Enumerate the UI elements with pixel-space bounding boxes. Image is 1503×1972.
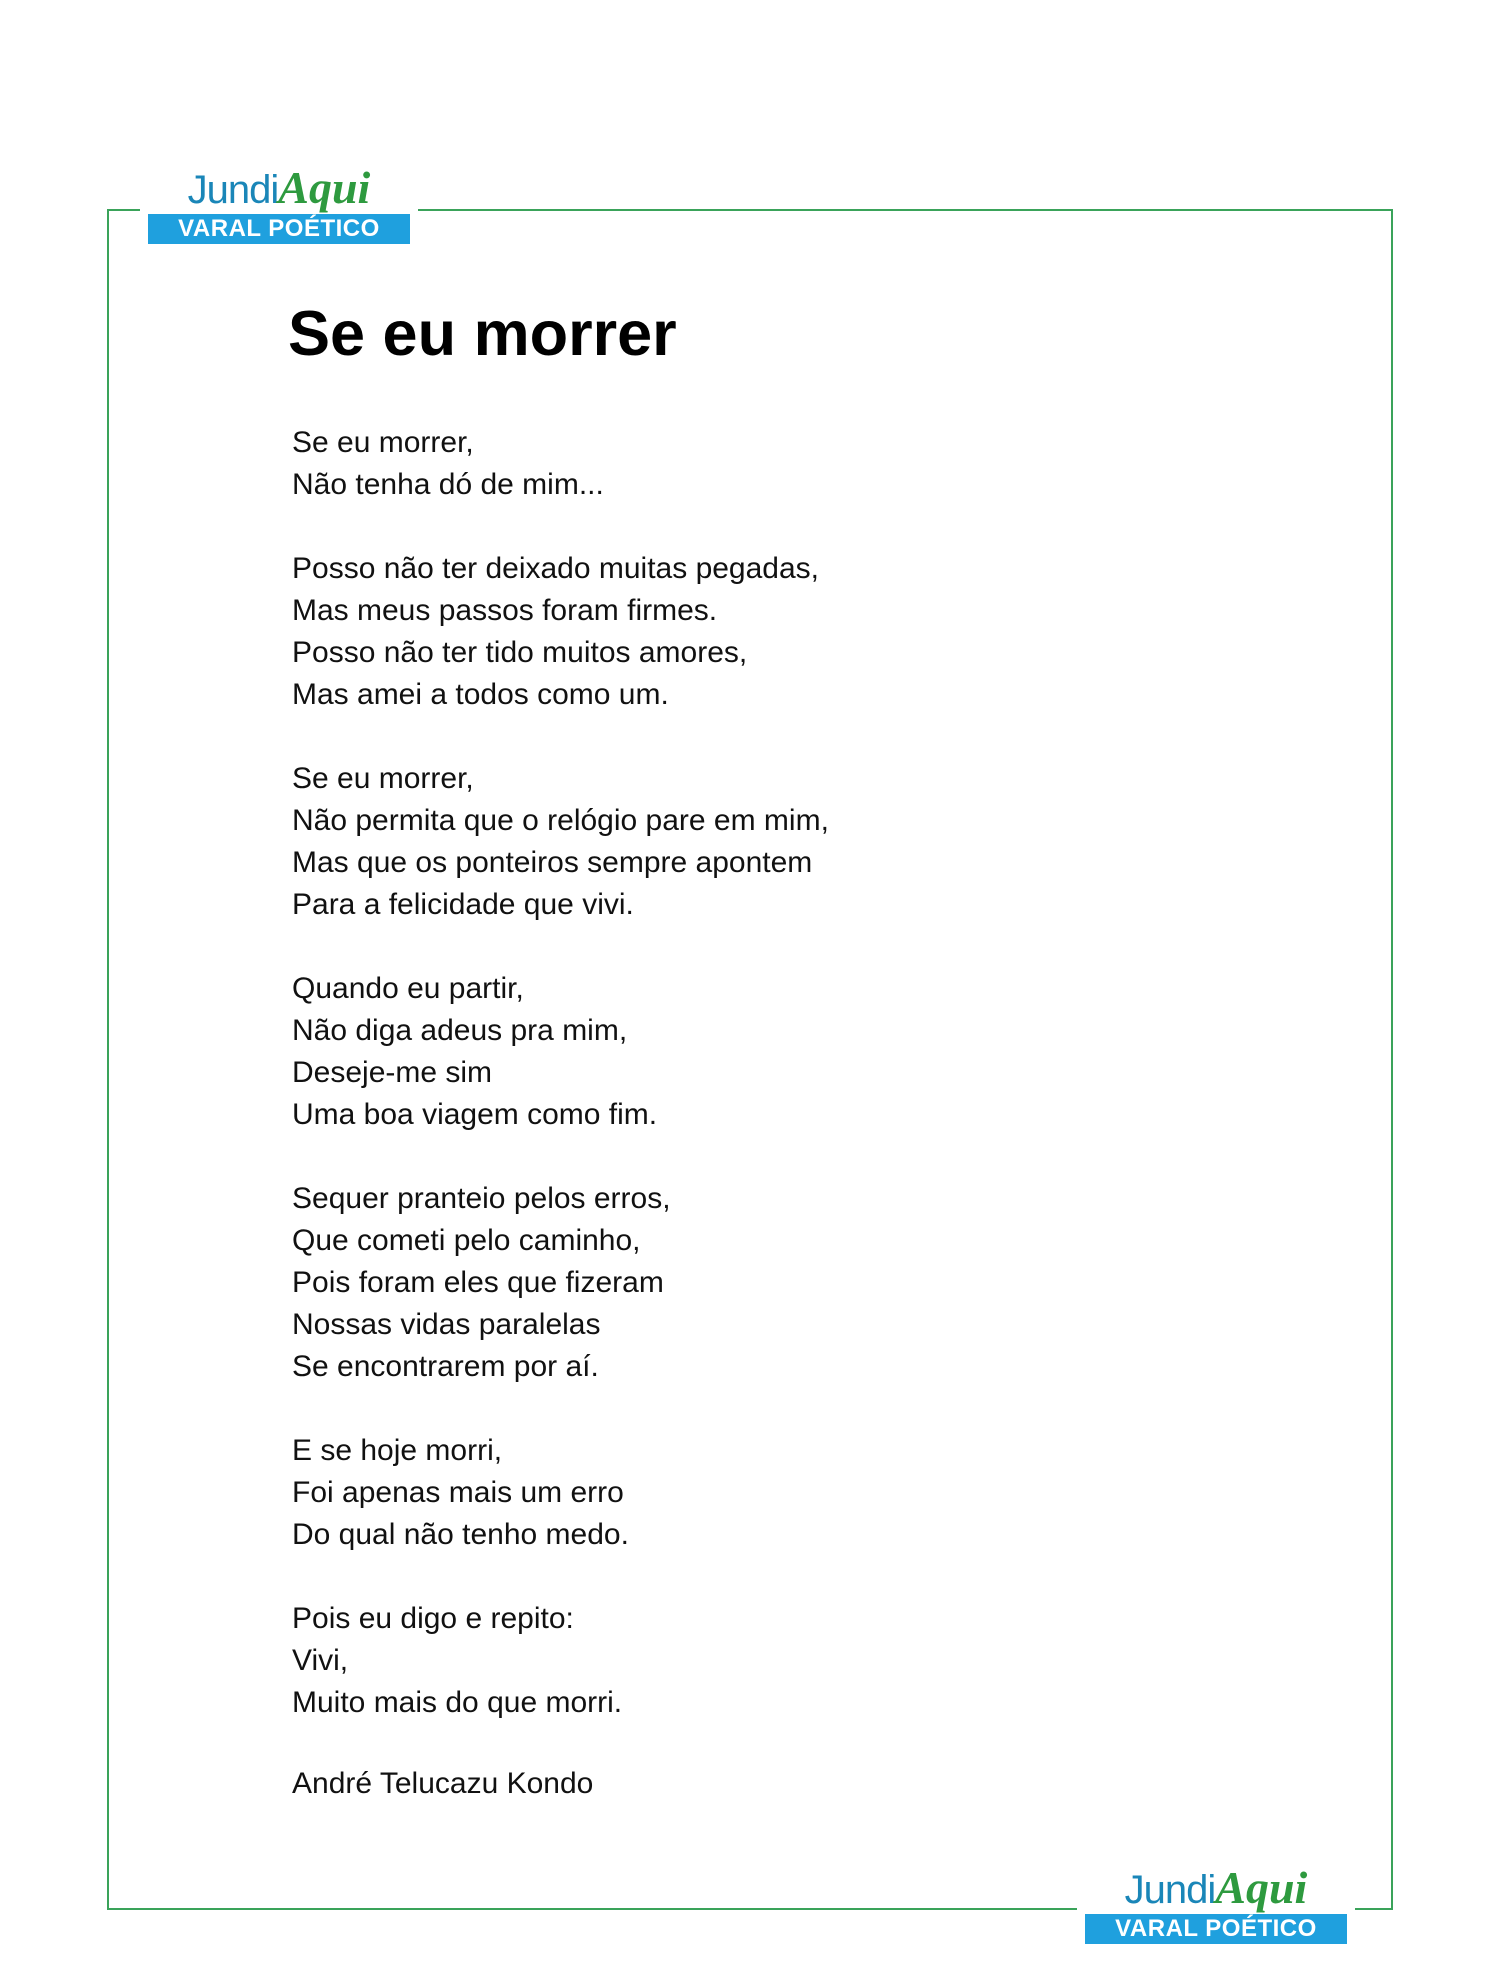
- poem-stanza: [292, 1178, 1192, 1388]
- poem-line: Não tenha dó de mim...: [292, 468, 604, 501]
- brand-logo-top: [140, 162, 418, 244]
- poem-line: Se eu morrer,: [292, 426, 474, 459]
- poem-line: Mas que os ponteiros sempre apontem: [292, 846, 813, 879]
- poem-stanza: [292, 1598, 1192, 1724]
- brand-name-part1: Jundi: [1124, 1868, 1216, 1912]
- poem-line: Se encontrarem por aí.: [292, 1350, 599, 1383]
- poem-line: Uma boa viagem como fim.: [292, 1098, 658, 1131]
- brand-logo-bottom: [1077, 1862, 1355, 1944]
- poem-line: Pois eu digo e repito:: [292, 1602, 574, 1635]
- poem-line: Mas amei a todos como um.: [292, 678, 669, 711]
- poem-line: Para a felicidade que vivi.: [292, 888, 634, 921]
- poem-line: Muito mais do que morri.: [292, 1686, 623, 1719]
- brand-band: VARAL POÉTICO: [1085, 1914, 1347, 1944]
- poem-line: Pois foram eles que fizeram: [292, 1266, 664, 1299]
- poem-line: Do qual não tenho medo.: [292, 1518, 629, 1551]
- brand-name-part1: Jundi: [187, 168, 279, 212]
- poem-line: Quando eu partir,: [292, 972, 524, 1005]
- brand-band: VARAL POÉTICO: [148, 214, 410, 244]
- poem-stanza: [292, 548, 1192, 716]
- brand-wordmark: [1085, 1862, 1347, 1914]
- poem-line: Que cometi pelo caminho,: [292, 1224, 641, 1257]
- poem-author: André Telucazu Kondo: [292, 1767, 594, 1800]
- poem-line: Nossas vidas paralelas: [292, 1308, 601, 1341]
- poem-stanza: [292, 422, 1192, 506]
- poem-line: Não diga adeus pra mim,: [292, 1014, 628, 1047]
- brand-name-part2: Aqui: [278, 162, 371, 213]
- poem-line: Posso não ter deixado muitas pegadas,: [292, 552, 820, 585]
- brand-wordmark: [148, 162, 410, 214]
- poem-line: Deseje-me sim: [292, 1056, 493, 1089]
- poem-title: Se eu morrer: [288, 299, 677, 369]
- poem-line: Vivi,: [292, 1644, 349, 1677]
- poem-line: Mas meus passos foram firmes.: [292, 594, 718, 627]
- poem-line: Sequer pranteio pelos erros,: [292, 1182, 671, 1215]
- poem-stanza: [292, 1430, 1192, 1556]
- poem-stanza: [292, 968, 1192, 1136]
- poem-line: Não permita que o relógio pare em mim,: [292, 804, 829, 837]
- brand-name-part2: Aqui: [1215, 1862, 1308, 1913]
- poem-line: Posso não ter tido muitos amores,: [292, 636, 748, 669]
- poem-line: Foi apenas mais um erro: [292, 1476, 624, 1509]
- poem-line: Se eu morrer,: [292, 762, 474, 795]
- poem-body: [292, 422, 1192, 1766]
- poem-line: E se hoje morri,: [292, 1434, 503, 1467]
- poem-stanza: [292, 758, 1192, 926]
